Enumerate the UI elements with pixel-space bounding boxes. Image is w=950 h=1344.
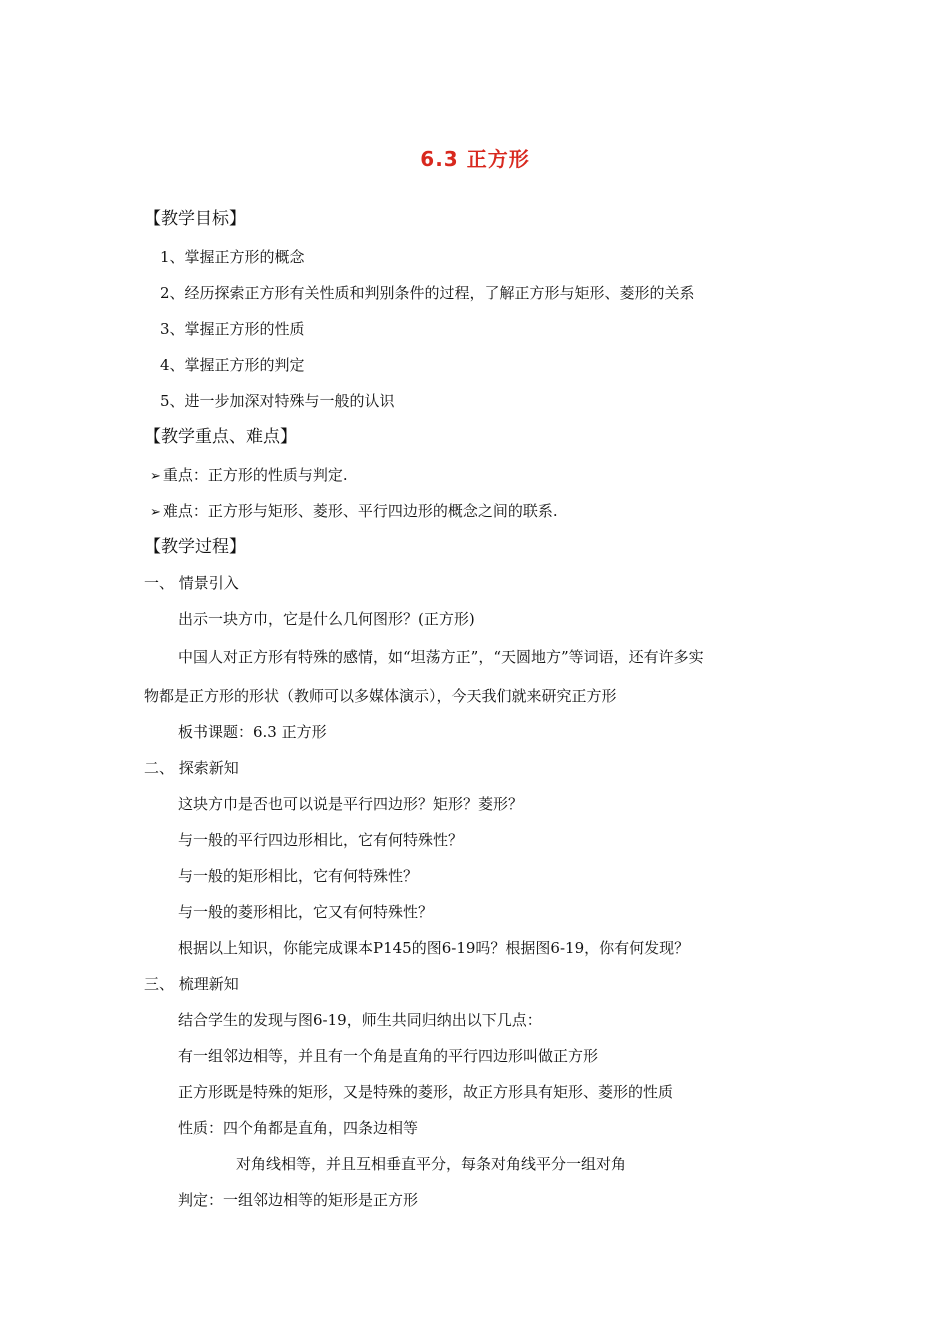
paragraph: 与一般的菱形相比，它又有何特殊性？ [178,903,434,921]
paragraph: 板书课题：6.3 正方形 [178,723,327,741]
paragraph: 对角线相等，并且互相垂直平分，每条对角线平分一组对角 [236,1155,627,1173]
key-point [150,501,558,523]
goal-item: 2、经历探索正方形有关性质和判别条件的过程，了解正方形与矩形、菱形的关系 [160,284,695,302]
page-title: 6.3 正方形 [420,147,530,171]
key-point-text: 重点：正方形的性质与判定. [162,466,348,484]
process-heading: 【教学过程】 [144,537,246,557]
paragraph: 物都是正方形的形状（教师可以多媒体演示），今天我们就来研究正方形 [144,687,617,705]
part2-heading: 二、 探索新知 [144,759,239,777]
paragraph: 判定：一组邻边相等的矩形是正方形 [178,1191,419,1209]
goals-heading: 【教学目标】 [144,209,246,229]
goal-item: 5、进一步加深对特殊与一般的认识 [160,392,395,410]
key-point [150,465,348,487]
paragraph: 与一般的平行四边形相比，它有何特殊性？ [178,831,464,849]
paragraph: 正方形既是特殊的矩形，又是特殊的菱形，故正方形具有矩形、菱形的性质 [178,1083,674,1101]
paragraph: 根据以上知识，你能完成课本P145的图6-19吗？根据图6-19，你有何发现？ [178,939,690,957]
paragraph: 与一般的矩形相比，它有何特殊性？ [178,867,419,885]
paragraph: 中国人对正方形有特殊的感情，如“坦荡方正”，“天圆地方”等词语，还有许多实 [178,648,704,666]
goal-item: 4、掌握正方形的判定 [160,356,305,374]
paragraph: 这块方巾是否也可以说是平行四边形？矩形？菱形？ [178,795,524,813]
paragraph: 出示一块方巾，它是什么几何图形？(正方形) [178,610,475,628]
goal-item: 1、掌握正方形的概念 [160,248,305,266]
arrow-bullet-icon: ➢ [150,469,161,484]
paragraph: 性质：四个角都是直角，四条边相等 [178,1119,419,1137]
part1-heading: 一、 情景引入 [144,574,239,592]
paragraph: 结合学生的发现与图6-19，师生共同归纳出以下几点： [178,1011,542,1029]
arrow-bullet-icon: ➢ [150,505,161,520]
goal-item: 3、掌握正方形的性质 [160,320,305,338]
paragraph: 有一组邻边相等，并且有一个角是直角的平行四边形叫做正方形 [178,1047,599,1065]
key-heading: 【教学重点、难点】 [144,427,297,447]
key-point-text: 难点：正方形与矩形、菱形、平行四边形的概念之间的联系. [162,502,558,520]
part3-heading: 三、 梳理新知 [144,975,239,993]
